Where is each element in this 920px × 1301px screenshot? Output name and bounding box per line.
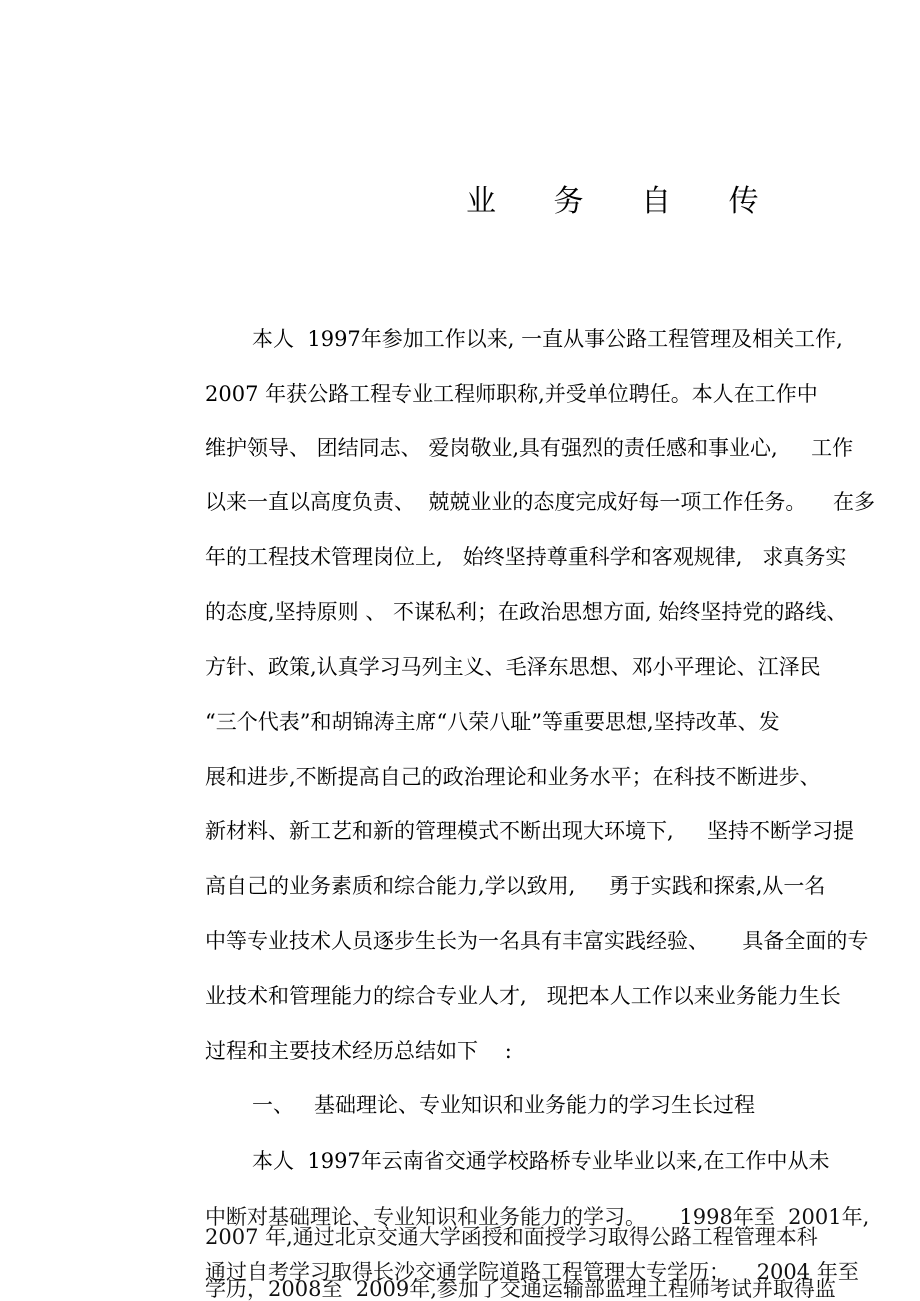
paragraph-line: 以来一直以高度负责、 兢兢业业的态度完成好每一项工作任务。 在多 xyxy=(205,490,876,514)
paragraph-line: 学历，2008至 2009年,参加了交通运输部监理工程师考试并取得监 xyxy=(205,1277,836,1301)
paragraph-line: 年的工程技术管理岗位上, 始终坚持尊重科学和客观规律, 求真务实 xyxy=(205,545,847,569)
paragraph-line: 2007 年,通过北京交通大学函授和面授学习取得公路工程管理本科 xyxy=(205,1225,818,1249)
paragraph-line: 本人 1997年云南省交通学校路桥专业毕业以来,在工作中从未 xyxy=(252,1149,830,1173)
section-heading: 一、 基础理论、专业知识和业务能力的学习生长过程 xyxy=(252,1093,756,1117)
paragraph-line: 的态度,坚持原则 、 不谋私利；在政治思想方面, 始终坚持党的路线、 xyxy=(205,600,848,624)
paragraph-line: 过程和主要技术经历总结如下 : xyxy=(205,1039,512,1063)
paragraph-line: 维护领导、 团结同志、 爱岗敬业,具有强烈的责任感和事业心, 工作 xyxy=(205,436,854,460)
paragraph-line: 展和进步,不断提高自己的政治理论和业务水平；在科技不断进步、 xyxy=(205,765,821,789)
paragraph-line: 本人 1997年参加工作以来, 一直从事公路工程管理及相关工作, xyxy=(252,327,843,351)
paragraph-line: 2007 年获公路工程专业工程师职称,并受单位聘任。本人在工作中 xyxy=(205,382,818,406)
paragraph-line: 业技术和管理能力的综合专业人才, 现把本人工作以来业务能力生长 xyxy=(205,984,841,1008)
paragraph-line: 通过自考学习取得长沙交通学院道路工程管理大专学历； 2004 年至 xyxy=(205,1260,859,1284)
paragraph-line: 新材料、新工艺和新的管理模式不断出现大环境下, 坚持不断学习提 xyxy=(205,819,855,843)
paragraph-line: 中等专业技术人员逐步生长为一名具有丰富实践经验、 具备全面的专 xyxy=(205,929,869,953)
paragraph-line: 中断对基础理论、专业知识和业务能力的学习。 1998年至 2001年, xyxy=(205,1205,870,1229)
paragraph-line: 方针、政策,认真学习马列主义、毛泽东思想、邓小平理论、江泽民 xyxy=(205,655,821,679)
paragraph-line: 高自己的业务素质和综合能力,学以致用, 勇于实践和探索,从一名 xyxy=(205,874,826,898)
paragraph-line: “三个代表”和胡锦涛主席“八荣八耻”等重要思想,坚持改革、发 xyxy=(205,710,780,734)
page-title: 业 务 自 传 xyxy=(466,184,783,219)
